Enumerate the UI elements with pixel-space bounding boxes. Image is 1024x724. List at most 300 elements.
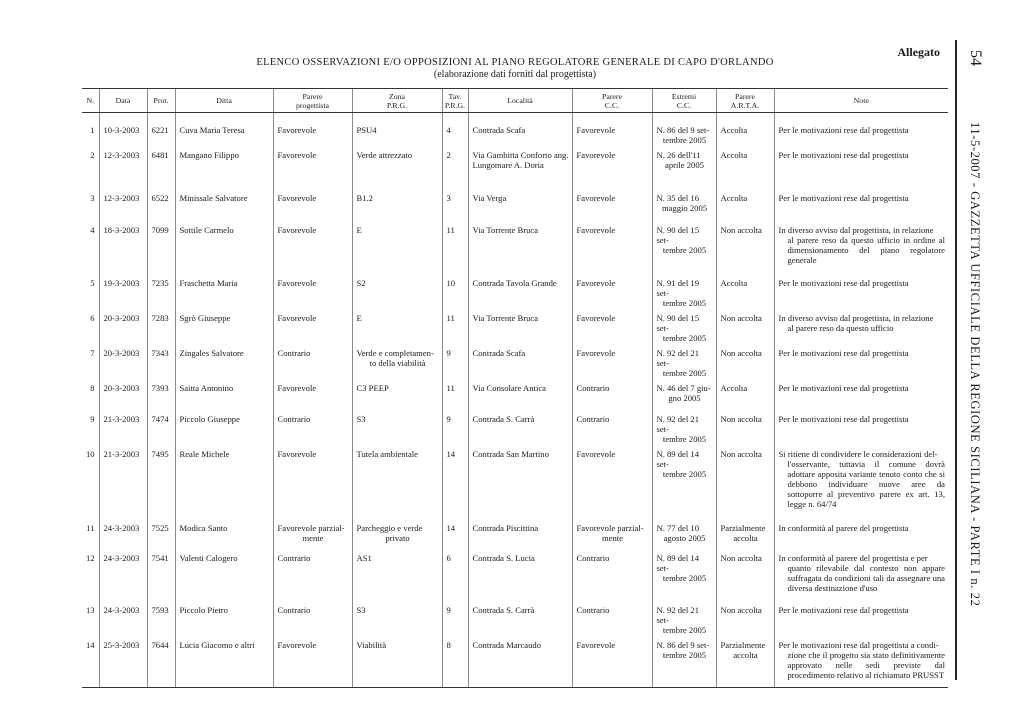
note-cell: Per le motivazioni rese dal progettista — [778, 605, 909, 615]
table-cell — [442, 409, 468, 444]
table-cell — [468, 273, 572, 308]
note-cell: In diverso avviso dal progettista, in relazione — [778, 225, 934, 235]
parere-arta-cell: Parzialmente — [720, 523, 766, 533]
estremi-cell: N. 77 del 10 — [656, 523, 699, 533]
note-cell: Per le motivazioni rese dal progettista — [778, 383, 909, 393]
column-header-line1: Parere — [735, 91, 755, 101]
estremi-cell: N. 91 del 19 set- — [656, 278, 699, 298]
localita-cell: Via Verga — [472, 193, 507, 203]
table-cell — [352, 600, 442, 635]
table-cell — [716, 600, 774, 635]
table-cell — [82, 548, 99, 600]
estremi-cell: N. 92 del 21 set- — [656, 414, 699, 434]
table-cell — [716, 518, 774, 548]
localita-cell: Contrada Marcaudo — [472, 640, 541, 650]
protocol-cell: 7235 — [151, 278, 169, 288]
estremi-cont: tembre 2005 — [662, 333, 707, 343]
table-cell — [442, 635, 468, 687]
tav-cell: 6 — [446, 553, 451, 563]
parere-progettista-cell: Favorevole — [277, 278, 317, 288]
table-cell — [273, 273, 352, 308]
parere-arta-cont: accolta — [733, 533, 758, 543]
zona-cell: S3 — [356, 414, 366, 424]
table-cell — [273, 113, 352, 146]
date-cell: 24-3-2003 — [103, 523, 140, 533]
ditta-cell: Sgrò Giuseppe — [179, 313, 231, 323]
ditta-cell: Modica Santo — [179, 523, 228, 533]
table-cell — [652, 548, 716, 600]
date-cell: 20-3-2003 — [103, 383, 140, 393]
ditta-cell: Minissale Salvatore — [179, 193, 248, 203]
tav-cell: 11 — [446, 225, 455, 235]
table-cell — [82, 635, 99, 687]
table-cell — [273, 308, 352, 343]
column-header-line1: Parere — [302, 91, 323, 101]
table-cell — [774, 343, 948, 378]
table-cell — [147, 409, 175, 444]
table-cell — [572, 548, 652, 600]
table-cell — [147, 145, 175, 188]
parere-cc-cell: Favorevole — [576, 313, 616, 323]
column-header — [442, 89, 468, 113]
table-cell — [147, 273, 175, 308]
table-cell — [175, 409, 273, 444]
parere-arta-cell: Non accolta — [720, 449, 762, 459]
table-cell — [175, 145, 273, 188]
zona-cell: Tutela ambientale — [356, 449, 418, 459]
tav-cell: 9 — [446, 414, 451, 424]
column-header-line2: C.C. — [604, 100, 620, 110]
parere-cc-cell: Favorevole — [576, 348, 616, 358]
localita-cell: Contrada San Martino — [472, 449, 549, 459]
row-number: 8 — [90, 383, 95, 393]
note-cell: In diverso avviso dal progettista, in relazione — [778, 313, 934, 323]
column-header — [99, 89, 147, 113]
localita-cell: Contrada Scafa — [472, 348, 526, 358]
column-header-line2: A.R.T.A. — [730, 100, 760, 110]
table-cell — [442, 113, 468, 146]
row-number: 5 — [90, 278, 95, 288]
table-cell — [273, 635, 352, 687]
note-cell: Per le motivazioni rese dal progettista — [778, 150, 909, 160]
table-cell — [82, 518, 99, 548]
table-cell — [442, 600, 468, 635]
table-cell — [273, 409, 352, 444]
parere-cc-cell: Favorevole — [576, 449, 616, 459]
table-cell — [352, 343, 442, 378]
protocol-cell: 7593 — [151, 605, 169, 615]
estremi-cell: N. 89 del 14 set- — [656, 449, 699, 469]
column-header — [352, 89, 442, 113]
parere-progettista-cell: Favorevole — [277, 313, 317, 323]
table-cell — [175, 188, 273, 220]
parere-arta-cell: Accolta — [720, 150, 748, 160]
table-cell — [175, 273, 273, 308]
table-cell — [716, 635, 774, 687]
table-cell — [352, 548, 442, 600]
note-cell: In conformità al parere del progettista e per — [778, 553, 928, 563]
table-cell — [442, 343, 468, 378]
tav-cell: 14 — [446, 523, 456, 533]
protocol-cell: 6221 — [151, 125, 169, 135]
column-header — [147, 89, 175, 113]
running-header — [960, 50, 986, 690]
table-cell — [572, 113, 652, 146]
estremi-cell: N. 86 del 9 set- — [656, 640, 710, 650]
table-cell — [147, 444, 175, 518]
table-cell — [442, 378, 468, 409]
parere-arta-cell: Parzialmente — [720, 640, 766, 650]
table-cell — [82, 273, 99, 308]
table-cell — [147, 548, 175, 600]
table-cell — [273, 343, 352, 378]
table-cell — [468, 145, 572, 188]
table-cell — [99, 635, 147, 687]
table-cell — [572, 343, 652, 378]
table-cell — [572, 220, 652, 273]
note-cell: Per le motivazioni rese dal progettista — [778, 348, 909, 358]
note-cont: al parere reso da questo ufficio in ordine al dimensionamento del piano regolatore generale — [787, 235, 945, 265]
table-cell — [442, 548, 468, 600]
table-cell — [175, 444, 273, 518]
table-row — [82, 600, 948, 635]
column-header-line1: Tav. — [448, 91, 462, 101]
protocol-cell: 7343 — [151, 348, 169, 358]
table-cell — [352, 444, 442, 518]
table-cell — [774, 635, 948, 687]
table-row — [82, 548, 948, 600]
note-cont: quanto rilevabile dal contesto non appare suffragata da condizioni tali da assegnare una diversa destinazione d'uso — [787, 563, 945, 593]
estremi-cont: gno 2005 — [668, 393, 701, 403]
table-cell — [147, 308, 175, 343]
ditta-cell: Saitta Antonino — [179, 383, 234, 393]
parere-progettista-cell: Favorevole — [277, 125, 317, 135]
tav-cell: 2 — [446, 150, 451, 160]
localita-cell: Contrada Piscittina — [472, 523, 539, 533]
tav-cell: 8 — [446, 640, 451, 650]
table-cell — [273, 378, 352, 409]
table-cell — [652, 113, 716, 146]
column-header-line2: P.R.G. — [444, 100, 466, 110]
table-cell — [572, 273, 652, 308]
table-cell — [572, 188, 652, 220]
table-cell — [716, 343, 774, 378]
table-cell — [652, 188, 716, 220]
table-row — [82, 378, 948, 409]
table-cell — [175, 113, 273, 146]
table-cell — [572, 378, 652, 409]
protocol-cell: 7541 — [151, 553, 169, 563]
column-header-line2: C.C. — [676, 100, 692, 110]
note-cont: al parere reso da questo ufficio — [787, 323, 894, 333]
parere-cc-cell: Contrario — [576, 383, 610, 393]
table-cell — [175, 378, 273, 409]
table-cell — [774, 308, 948, 343]
table-cell — [175, 220, 273, 273]
parere-cc-cont: mente — [602, 533, 623, 543]
table-cell — [147, 220, 175, 273]
table-cell — [652, 308, 716, 343]
table-cell — [774, 548, 948, 600]
zona-cell: AS1 — [356, 553, 372, 563]
table-cell — [99, 409, 147, 444]
table-cell — [82, 145, 99, 188]
tav-cell: 9 — [446, 348, 451, 358]
date-cell: 25-3-2003 — [103, 640, 140, 650]
parere-cc-cell: Favorevole — [576, 640, 616, 650]
protocol-cell: 7283 — [151, 313, 169, 323]
table-cell — [572, 600, 652, 635]
table-row — [82, 409, 948, 444]
estremi-cont: agosto 2005 — [663, 533, 706, 543]
table-cell — [99, 308, 147, 343]
row-number: 11 — [86, 523, 95, 533]
parere-cc-cell: Contrario — [576, 605, 610, 615]
zona-cell: Viabilità — [356, 640, 387, 650]
table-cell — [652, 273, 716, 308]
table-row — [82, 113, 948, 146]
table-cell — [716, 444, 774, 518]
table-cell — [652, 343, 716, 378]
parere-arta-cell: Accolta — [720, 383, 748, 393]
column-header — [82, 89, 99, 113]
note-cell: Per le motivazioni rese dal progettista — [778, 414, 909, 424]
table-cell — [652, 378, 716, 409]
date-cell: 18-3-2003 — [103, 225, 140, 235]
estremi-cell: N. 35 del 16 — [656, 193, 699, 203]
note-cell: Per le motivazioni rese dal progettista — [778, 193, 909, 203]
tav-cell: 4 — [446, 125, 451, 135]
protocol-cell: 7525 — [151, 523, 169, 533]
table-body — [82, 113, 948, 688]
table-cell — [99, 273, 147, 308]
table-cell — [273, 145, 352, 188]
row-number: 12 — [86, 553, 95, 563]
table-cell — [82, 600, 99, 635]
estremi-cont: tembre 2005 — [662, 368, 707, 378]
table-cell — [652, 220, 716, 273]
table-cell — [273, 600, 352, 635]
table-cell — [175, 308, 273, 343]
table-cell — [774, 145, 948, 188]
estremi-cont: tembre 2005 — [662, 135, 707, 145]
parere-arta-cell: Non accolta — [720, 225, 762, 235]
table-cell — [774, 444, 948, 518]
localita-cell: Via Consolare Antica — [472, 383, 546, 393]
observations-table — [82, 88, 948, 688]
table-cell — [99, 220, 147, 273]
parere-cc-cell: Contrario — [576, 414, 610, 424]
table-cell — [82, 113, 99, 146]
ditta-cell: Fraschetta Maria — [179, 278, 238, 288]
date-cell: 10-3-2003 — [103, 125, 140, 135]
column-header-line1: Note — [853, 96, 869, 105]
table-cell — [468, 409, 572, 444]
table-cell — [99, 113, 147, 146]
table-cell — [82, 308, 99, 343]
running-title: 11-5-2007 - GAZZETTA UFFICIALE DELLA REGIONE SICILIANA - PARTE I n. 22 — [968, 122, 982, 607]
table-cell — [652, 409, 716, 444]
table-cell — [468, 548, 572, 600]
table-cell — [774, 188, 948, 220]
row-number: 2 — [90, 150, 95, 160]
estremi-cell: N. 90 del 15 set- — [656, 313, 699, 333]
table-cell — [82, 188, 99, 220]
table-cell — [99, 600, 147, 635]
parere-cc-cell: Favorevole parzial- — [576, 523, 644, 533]
estremi-cell: N. 92 del 21 set- — [656, 605, 699, 625]
ditta-cell: Piccolo Pietro — [179, 605, 228, 615]
column-header-line1: Località — [507, 96, 533, 105]
table-cell — [468, 518, 572, 548]
table-cell — [82, 444, 99, 518]
date-cell: 24-3-2003 — [103, 553, 140, 563]
table-cell — [442, 273, 468, 308]
table-cell — [352, 113, 442, 146]
zona-cont: privato — [385, 533, 410, 543]
parere-cc-cell: Favorevole — [576, 278, 616, 288]
table-cell — [352, 635, 442, 687]
table-cell — [147, 188, 175, 220]
table-cell — [774, 409, 948, 444]
page-number: 54 — [967, 50, 984, 66]
estremi-cont: tembre 2005 — [662, 573, 707, 583]
parere-progettista-cell: Favorevole — [277, 225, 317, 235]
zona-cell: B1.2 — [356, 193, 373, 203]
column-header-line1: Zona — [388, 91, 406, 101]
note-cell: Si ritiene di condividere le considerazioni del- — [778, 449, 938, 459]
ditta-cell: Sottile Carmelo — [179, 225, 234, 235]
table-cell — [716, 378, 774, 409]
tav-cell: 10 — [446, 278, 456, 288]
column-header — [175, 89, 273, 113]
column-header — [572, 89, 652, 113]
row-number: 9 — [90, 414, 95, 424]
column-header-line1: Data — [115, 96, 131, 105]
date-cell: 24-3-2003 — [103, 605, 140, 615]
localita-cell: Contrada Tavola Grande — [472, 278, 557, 288]
table-cell — [273, 518, 352, 548]
protocol-cell: 7099 — [151, 225, 169, 235]
row-number: 7 — [90, 348, 95, 358]
table-cell — [99, 518, 147, 548]
tav-cell: 9 — [446, 605, 451, 615]
table-cell — [572, 409, 652, 444]
date-cell: 12-3-2003 — [103, 150, 140, 160]
document-subtitle: (elaborazione dati forniti dal progettista) — [433, 69, 597, 80]
zona-cont: to della viabilità — [369, 358, 426, 368]
table-cell — [82, 220, 99, 273]
table-cell — [468, 444, 572, 518]
parere-arta-cell: Accolta — [720, 193, 748, 203]
ditta-cell: Cuva Maria Teresa — [179, 125, 245, 135]
parere-arta-cell: Non accolta — [720, 414, 762, 424]
table-cell — [442, 220, 468, 273]
estremi-cont: tembre 2005 — [662, 650, 707, 660]
column-header — [468, 89, 572, 113]
parere-progettista-cell: Favorevole — [277, 193, 317, 203]
column-header — [774, 89, 948, 113]
table-cell — [716, 145, 774, 188]
table-cell — [716, 273, 774, 308]
table-cell — [175, 548, 273, 600]
localita-cell: Via Torrente Bruca — [472, 313, 539, 323]
table-cell — [82, 343, 99, 378]
table-row — [82, 308, 948, 343]
estremi-cont: tembre 2005 — [662, 625, 707, 635]
tav-cell: 3 — [446, 193, 451, 203]
parere-progettista-cell: Contrario — [277, 553, 311, 563]
parere-cc-cell: Favorevole — [576, 125, 616, 135]
table-cell — [147, 378, 175, 409]
table-cell — [352, 220, 442, 273]
row-number: 13 — [86, 605, 95, 615]
table-cell — [175, 600, 273, 635]
parere-progettista-cell: Favorevole — [277, 640, 317, 650]
table-cell — [352, 409, 442, 444]
table-cell — [468, 378, 572, 409]
parere-cc-cell: Contrario — [576, 553, 610, 563]
column-header-line1: Parere — [602, 91, 622, 101]
parere-cc-cell: Favorevole — [576, 150, 616, 160]
tav-cell: 11 — [446, 383, 455, 393]
zona-cell: Verde attrezzato — [356, 150, 413, 160]
ditta-cell: Zingales Salvatore — [179, 348, 244, 358]
zona-cell: E — [356, 225, 362, 235]
column-header — [273, 89, 352, 113]
table-cell — [716, 409, 774, 444]
table-cell — [273, 188, 352, 220]
column-header-line1: Prot. — [153, 96, 169, 105]
table-cell — [352, 518, 442, 548]
table-cell — [774, 273, 948, 308]
table-cell — [99, 378, 147, 409]
document-title: ELENCO OSSERVAZIONI E/O OPPOSIZIONI AL PIANO REGOLATORE GENERALE DI CAPO D'ORLANDO — [256, 57, 774, 68]
table-cell — [352, 273, 442, 308]
table-cell — [352, 145, 442, 188]
estremi-cell: N. 46 del 7 giu- — [656, 383, 711, 393]
protocol-cell: 6481 — [151, 150, 169, 160]
localita-cell: Via Torrente Bruca — [472, 225, 539, 235]
date-cell: 21-3-2003 — [103, 449, 140, 459]
parere-progettista-cont: mente — [302, 533, 324, 543]
protocol-cell: 7474 — [151, 414, 169, 424]
table-cell — [175, 343, 273, 378]
table-cell — [175, 635, 273, 687]
table-cell — [468, 600, 572, 635]
table-cell — [273, 548, 352, 600]
table-cell — [468, 343, 572, 378]
table-cell — [99, 548, 147, 600]
tav-cell: 11 — [446, 313, 455, 323]
column-header-line1: N. — [86, 96, 95, 105]
table-cell — [774, 220, 948, 273]
estremi-cont: tembre 2005 — [662, 245, 707, 255]
table-row — [82, 444, 948, 518]
table-cell — [716, 188, 774, 220]
estremi-cont: tembre 2005 — [662, 298, 707, 308]
date-cell: 20-3-2003 — [103, 348, 140, 358]
zona-cell: PSU4 — [356, 125, 377, 135]
protocol-cell: 7495 — [151, 449, 169, 459]
table-header-row — [82, 89, 948, 113]
table-cell — [468, 220, 572, 273]
table-cell — [572, 308, 652, 343]
row-number: 3 — [90, 193, 95, 203]
localita-cell: Contrada S. Carrà — [472, 605, 535, 615]
table-cell — [716, 220, 774, 273]
parere-progettista-cell: Contrario — [277, 605, 311, 615]
